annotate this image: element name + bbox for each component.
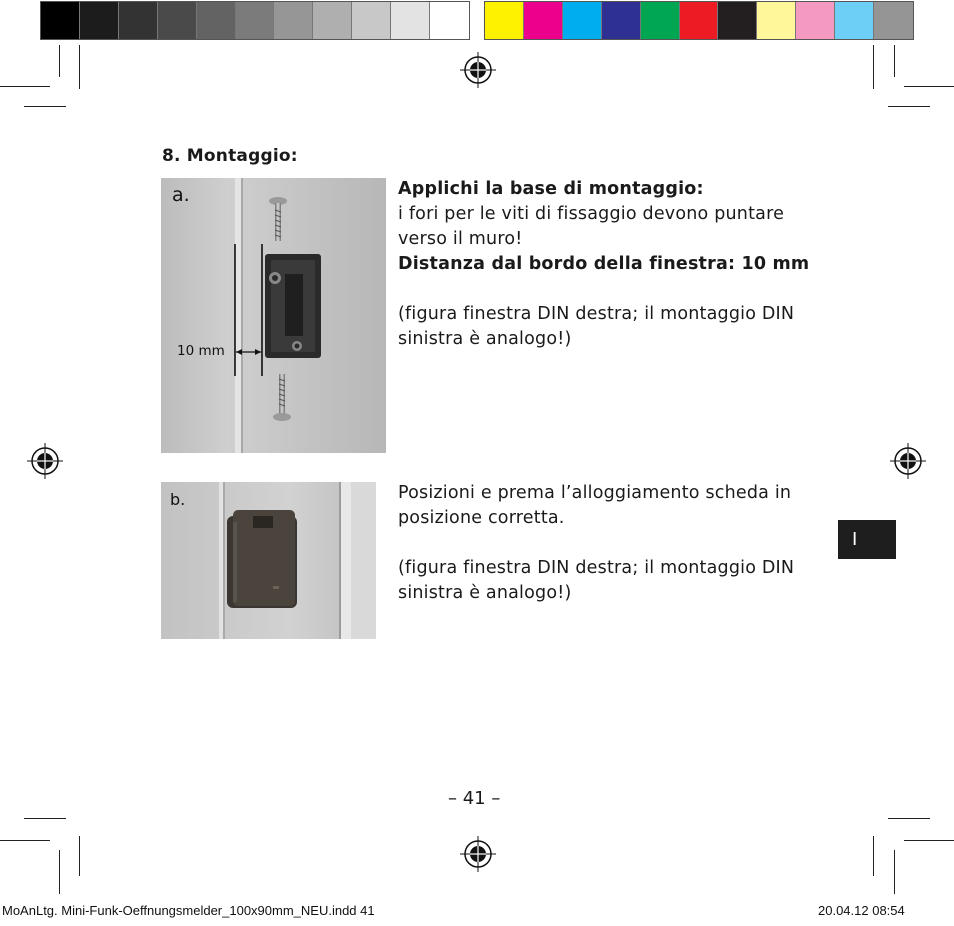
color-swatch — [602, 2, 641, 39]
mounting-base-illustration — [161, 178, 386, 453]
crop-mark — [24, 818, 66, 819]
section-title: 8. Montaggio: — [162, 146, 298, 166]
color-swatch — [835, 2, 874, 39]
color-swatch — [352, 2, 391, 39]
footer-file-info: MoAnLtg. Mini-Funk-Oeffnungsmelder_100x90mm_NEU.indd 41 — [2, 903, 375, 918]
crop-mark — [59, 45, 60, 77]
crop-mark — [888, 106, 930, 107]
step-b-line: Posizioni e prema l’alloggiamento scheda in — [398, 483, 792, 503]
crop-mark — [904, 86, 954, 87]
color-swatch — [874, 2, 913, 39]
color-swatch — [80, 2, 119, 39]
registration-mark-icon — [460, 52, 496, 88]
crop-mark — [24, 106, 66, 107]
process-color-bar — [484, 1, 914, 40]
step-a-text — [398, 177, 828, 352]
color-swatch — [641, 2, 680, 39]
language-tab: I — [838, 520, 896, 559]
crop-mark — [873, 836, 874, 876]
color-swatch — [524, 2, 563, 39]
color-swatch — [718, 2, 757, 39]
grayscale-color-bar — [40, 1, 470, 40]
color-swatch — [757, 2, 796, 39]
color-swatch — [313, 2, 352, 39]
step-b-note: sinistra è analogo!) — [398, 583, 572, 603]
step-b-label: b. — [170, 490, 186, 509]
crop-mark — [894, 850, 895, 894]
step-b-note: (figura finestra DIN destra; il montaggio DIN — [398, 558, 795, 578]
crop-mark — [79, 45, 80, 89]
step-a-label: a. — [172, 184, 190, 206]
dimension-label: 10 mm — [177, 343, 225, 359]
color-swatch — [274, 2, 313, 39]
step-b-text — [398, 481, 828, 606]
step-a-note: (figura finestra DIN destra; il montaggio DIN — [398, 304, 795, 324]
color-swatch — [119, 2, 158, 39]
step-a-note: sinistra è analogo!) — [398, 329, 572, 349]
crop-mark — [0, 840, 50, 841]
crop-mark — [0, 86, 50, 87]
registration-mark-icon — [460, 836, 496, 872]
step-b-line: posizione corretta. — [398, 508, 565, 528]
photo-mounting-base — [161, 178, 386, 453]
step-a-heading: Applichi la base di montaggio: — [398, 179, 704, 199]
footer-datetime: 20.04.12 08:54 — [818, 903, 905, 918]
color-swatch — [796, 2, 835, 39]
color-swatch — [391, 2, 430, 39]
crop-mark — [79, 836, 80, 876]
color-swatch — [236, 2, 275, 39]
color-swatch — [680, 2, 719, 39]
page-number: – 41 – — [448, 788, 501, 809]
color-swatch — [563, 2, 602, 39]
housing-illustration — [161, 482, 376, 639]
color-swatch — [197, 2, 236, 39]
crop-mark — [894, 45, 895, 77]
crop-mark — [888, 818, 930, 819]
color-swatch — [41, 2, 80, 39]
crop-mark — [59, 850, 60, 894]
registration-mark-icon — [890, 443, 926, 479]
color-swatch — [485, 2, 524, 39]
crop-mark — [873, 45, 874, 89]
crop-mark — [904, 840, 954, 841]
registration-mark-icon — [27, 443, 63, 479]
photo-housing — [161, 482, 376, 639]
color-swatch — [430, 2, 469, 39]
step-a-line: verso il muro! — [398, 229, 523, 249]
step-a-distance: Distanza dal bordo della finestra: 10 mm — [398, 254, 810, 274]
color-swatch — [158, 2, 197, 39]
step-a-line: i fori per le viti di fissaggio devono puntare — [398, 204, 785, 224]
